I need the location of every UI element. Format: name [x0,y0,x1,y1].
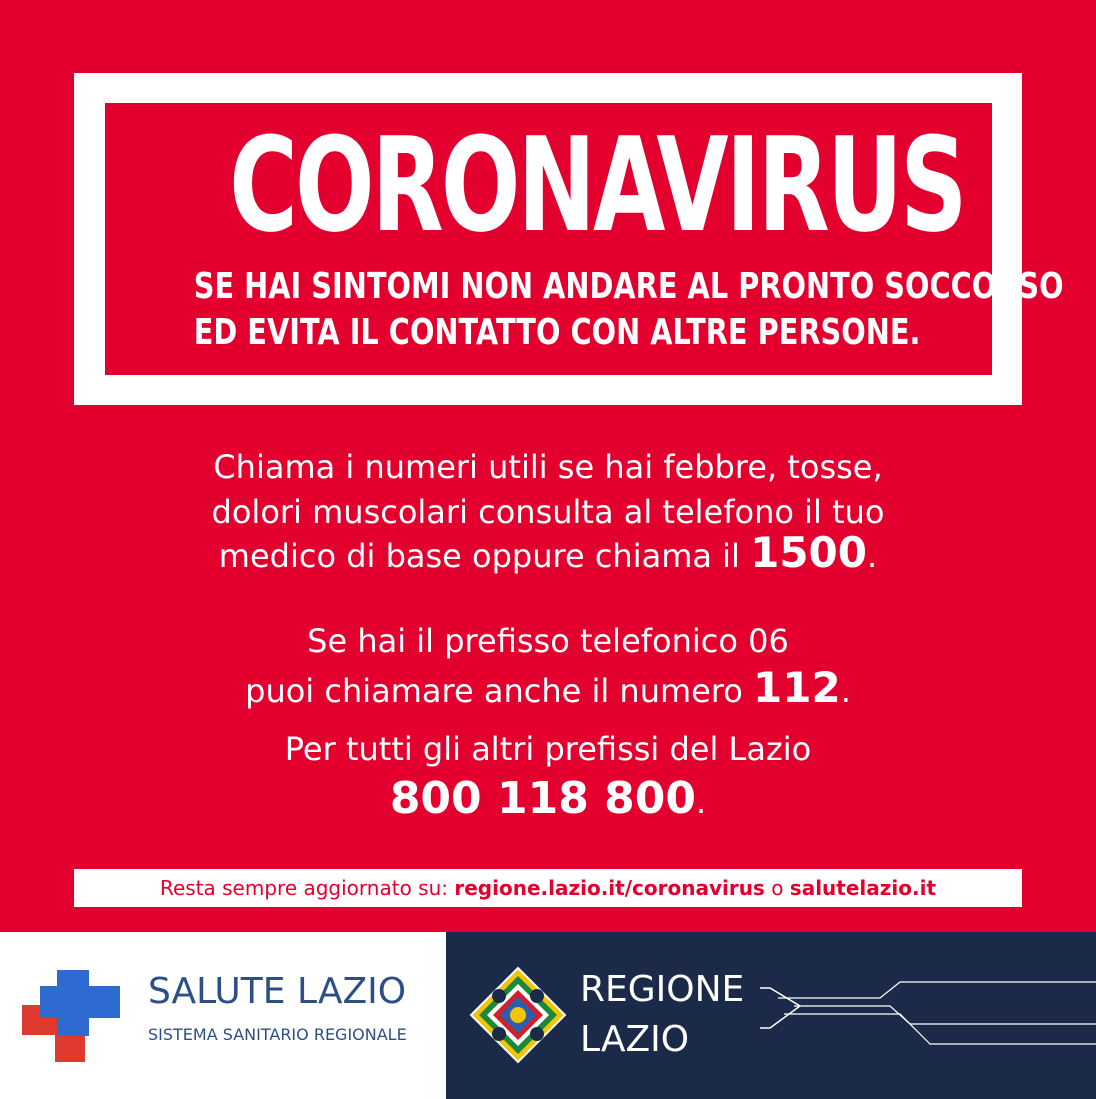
regione-lazio-emblem-icon [469,966,567,1064]
body-line-7 [0,773,1096,825]
body-line-1: Chiama i numeri utili se hai febbre, tosse, [213,448,883,486]
phone-number-800: 800 118 800 [389,773,696,824]
regione-coronavirus-link[interactable]: regione.lazio.it/coronavirus [454,876,765,900]
salutelazio-link[interactable]: salutelazio.it [789,876,937,900]
body-line-5 [0,665,1096,714]
phone-number-1500: 1500 [750,528,868,577]
update-bar [74,869,1022,907]
headline-title: CORONAVIRUS [229,109,965,261]
body-line-2: dolori muscolari consulta al telefono il tuo [211,493,885,531]
body-line-7-period: . [696,783,707,821]
phone-number-112: 112 [753,663,841,712]
body-line-3-text: medico di base oppure chiama il [218,537,751,575]
salute-lazio-title: SALUTE LAZIO [148,971,407,1012]
cross-blue-horizontal [40,986,120,1018]
update-bar-prefix: Resta sempre aggiornato su: [159,876,455,900]
regione-lazio-line-2: LAZIO [580,1019,690,1060]
salute-lazio-subtitle: SISTEMA SANITARIO REGIONALE [148,1025,407,1044]
decorative-lines-icon [760,970,1096,1070]
regione-lazio-line-1: REGIONE [580,969,745,1010]
headline-warning-line-1: SE HAI SINTOMI NON ANDARE AL PRONTO SOCCORSO [193,266,1064,307]
body-line-3 [0,530,1096,579]
body-line-4: Se hai il prefisso telefonico 06 [307,622,789,660]
body-line-3-period: . [867,537,878,575]
body-line-5-text: puoi chiamare anche il numero [245,672,754,710]
body-line-6: Per tutti gli altri prefissi del Lazio [284,730,812,768]
body-line-5-period: . [840,672,851,710]
update-bar-separator: o [764,876,790,900]
headline-warning-line-2: ED EVITA IL CONTATTO CON ALTRE PERSONE. [193,312,921,353]
